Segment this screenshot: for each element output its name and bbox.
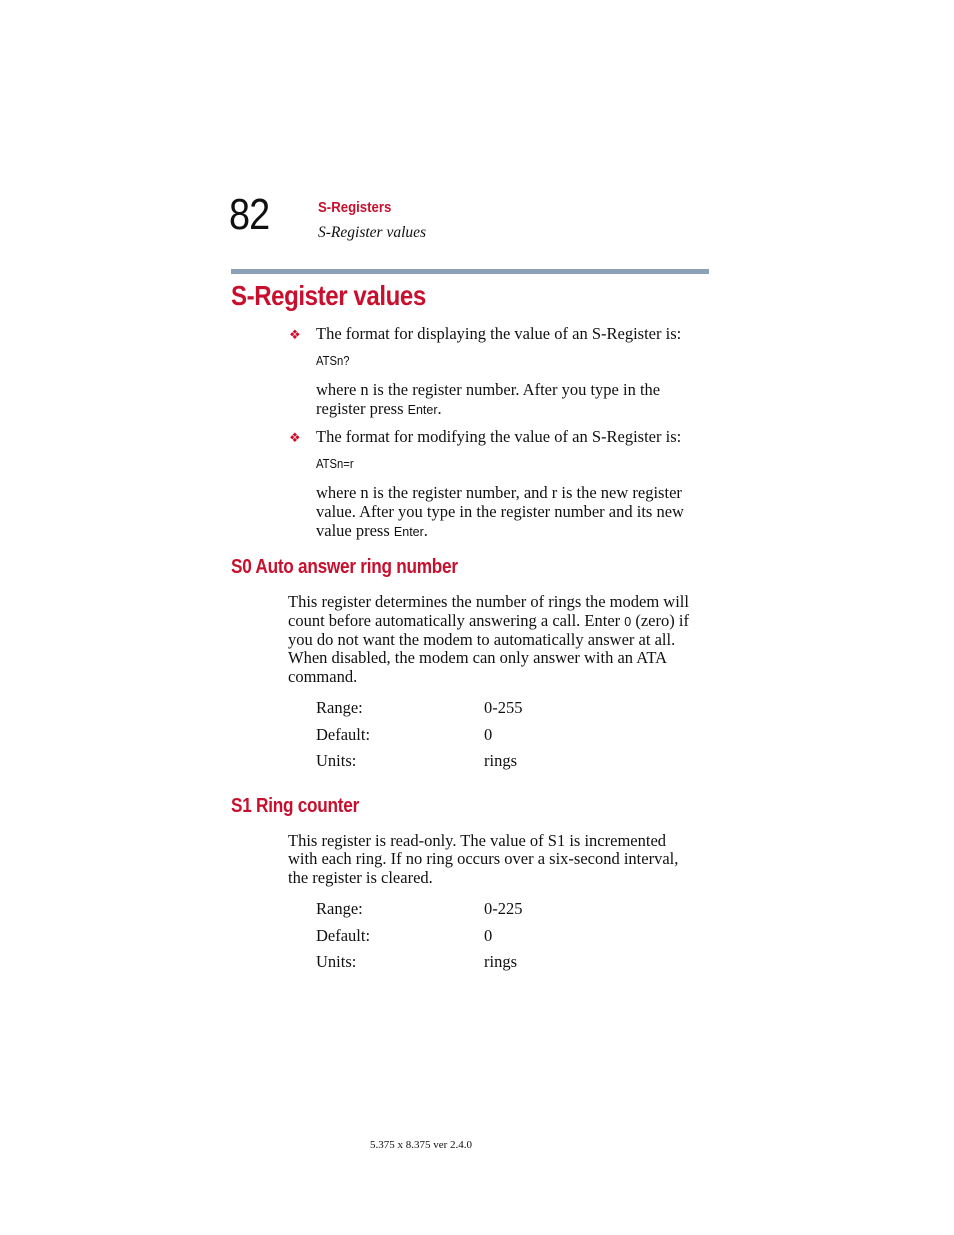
bullet-1-text: The format for displaying the value of an S-Register is: xyxy=(316,324,682,343)
s1-units-value: rings xyxy=(484,952,517,971)
s1-range-label: Range: xyxy=(316,899,363,918)
section-heading-s0: S0 Auto answer ring number xyxy=(231,556,458,578)
bullet-1-after-line-2: register press Enter. xyxy=(316,399,442,418)
bullet-2-code: ATSn=r xyxy=(316,457,354,471)
s0-body-line-3: you do not want the modem to automatically answer at all. xyxy=(288,630,676,649)
bullet-2-after-line-1: where n is the register number, and r is the new register xyxy=(316,483,682,502)
enter-key: Enter xyxy=(407,403,438,417)
s1-default-label: Default: xyxy=(316,926,371,945)
page-footer: 5.375 x 8.375 ver 2.4.0 xyxy=(370,1139,473,1151)
s0-range-value: 0-255 xyxy=(484,698,523,717)
s0-units-value: rings xyxy=(484,751,517,770)
page-title: S-Register values xyxy=(231,280,426,311)
s0-body-line-4: When disabled, the modem can only answer with an ATA xyxy=(288,648,668,667)
running-header-subsection: S-Register values xyxy=(318,224,427,241)
running-header-section: S-Registers xyxy=(318,199,392,216)
bullet-icon: ❖ xyxy=(289,327,301,342)
s0-body-line-1: This register determines the number of rings the modem will xyxy=(288,592,689,611)
s0-default-value: 0 xyxy=(484,725,493,744)
page-number: 82 xyxy=(229,190,270,239)
s1-units-label: Units: xyxy=(316,952,357,971)
s0-range-label: Range: xyxy=(316,698,363,717)
inline-code: 0 xyxy=(624,615,632,629)
s0-default-label: Default: xyxy=(316,725,371,744)
s1-body-line-3: the register is cleared. xyxy=(288,868,433,887)
s0-body-line-5: command. xyxy=(288,667,358,686)
s1-body-line-2: with each ring. If no ring occurs over a six-second interval, xyxy=(288,849,679,868)
s1-range-value: 0-225 xyxy=(484,899,523,918)
header-rule xyxy=(231,269,709,274)
s1-default-value: 0 xyxy=(484,926,493,945)
enter-key: Enter xyxy=(393,525,424,539)
bullet-2-after-line-2: value. After you type in the register number and its new xyxy=(316,502,684,521)
bullet-1-code: ATSn? xyxy=(316,354,350,368)
section-heading-s1: S1 Ring counter xyxy=(231,795,360,817)
s0-body-line-2: count before automatically answering a call. Enter 0 (zero) if xyxy=(288,611,689,630)
s1-body-line-1: This register is read-only. The value of S1 is incremented xyxy=(288,831,667,850)
bullet-2-text: The format for modifying the value of an S-Register is: xyxy=(316,427,682,446)
s0-units-label: Units: xyxy=(316,751,357,770)
bullet-2-after-line-3: value press Enter. xyxy=(316,521,428,540)
bullet-1-after-line-1: where n is the register number. After you type in the xyxy=(316,380,661,399)
bullet-icon: ❖ xyxy=(289,430,301,445)
